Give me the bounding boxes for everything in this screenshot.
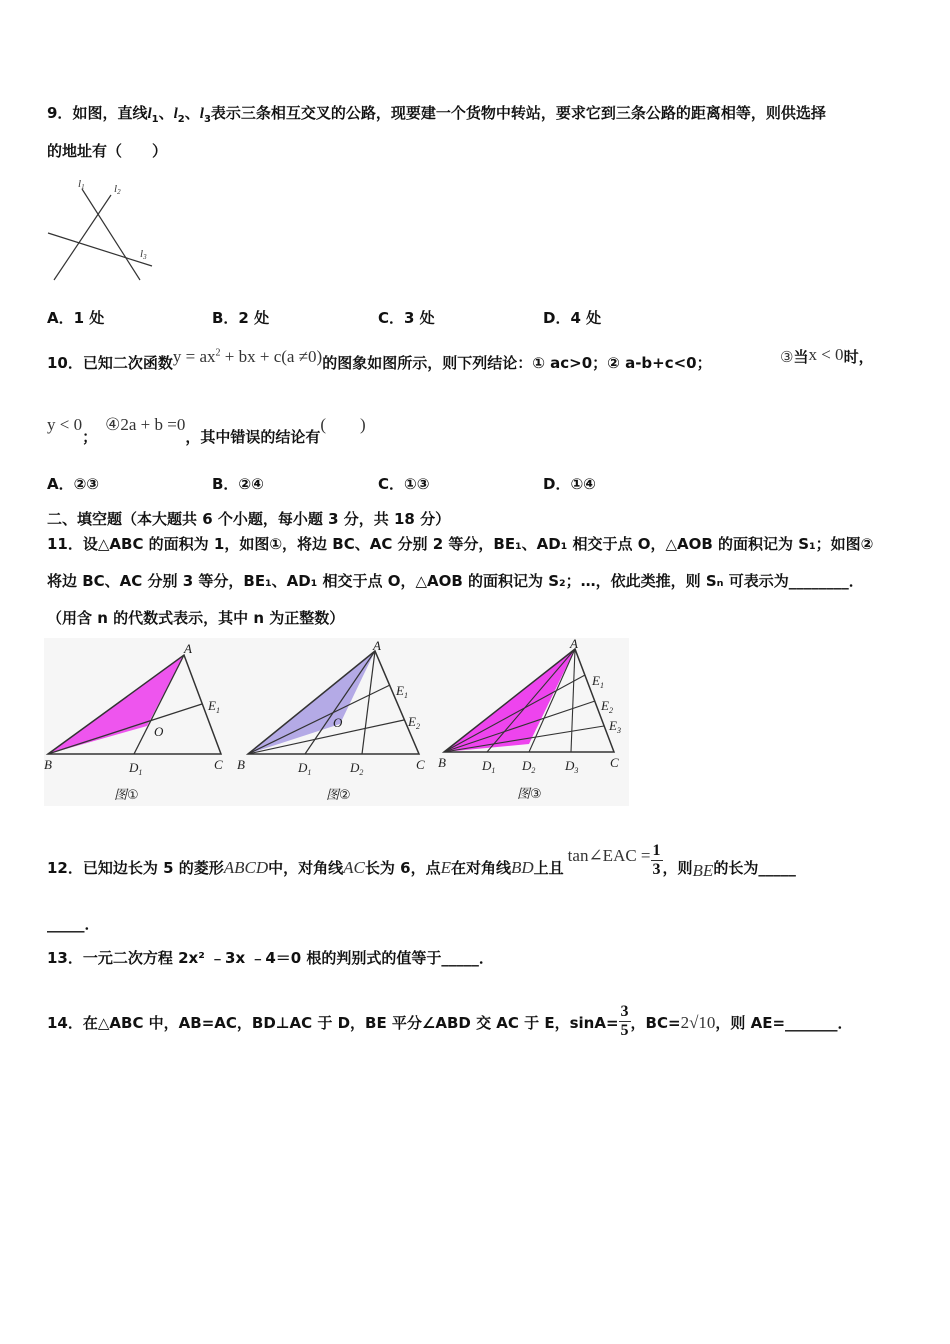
q9-number: 9． bbox=[47, 104, 73, 122]
q11-line1: 11．设△ABC 的面积为 1，如图①，将边 BC、AC 分别 2 等分，BE₁、AD₁ 相交于点 O，△AOB 的面积记为 S₁；如图② bbox=[47, 535, 874, 553]
q10-option-b[interactable]: B．②④ bbox=[212, 475, 264, 493]
label-c-1: C bbox=[214, 757, 223, 772]
label-a-3: A bbox=[570, 638, 578, 651]
label-l3: l3 bbox=[140, 248, 147, 261]
label-e1-1: $E_1$ bbox=[208, 698, 220, 715]
q11-line3: （用含 n 的代数式表示，其中 n 为正整数） bbox=[47, 609, 345, 627]
label-o-2: O bbox=[333, 715, 343, 730]
q10-item4: ④2a + b =0 bbox=[105, 415, 186, 434]
q10-line2: y < 0；④2a + b =0，其中错误的结论有( ) bbox=[47, 415, 366, 446]
q11-line2: 将边 BC、AC 分别 3 等分，BE₁、AD₁ 相交于点 O，△AOB 的面积记为 S₂；…，依此类推，则 Sₙ 可表示为________． bbox=[47, 572, 864, 590]
label-d2-3: $D_2$ bbox=[522, 758, 536, 775]
q13-line: 13．一元二次方程 2x² ﹣3x ﹣4＝0 根的判别式的值等于_____． bbox=[47, 949, 494, 967]
line-l1 bbox=[82, 189, 140, 280]
label-b-3: B bbox=[438, 755, 446, 770]
q10-item3: ③当x < 0时， bbox=[780, 345, 874, 366]
label-l1: l1 bbox=[78, 178, 85, 191]
q9-option-b[interactable]: B．2 处 bbox=[212, 309, 270, 327]
q13-number: 13． bbox=[47, 949, 83, 967]
q14-fraction: $\frac{3}{5}$ bbox=[620, 1003, 629, 1039]
q12-number: 12． bbox=[47, 859, 83, 877]
q12-line1: 12．已知边长为 5 的菱形ABCD中，对角线AC长为 6，点E在对角线BD上且tan∠EAC = $\frac{1}{3}$ ，则BE的长为_____ bbox=[47, 842, 796, 880]
label-d1-3: $D_1$ bbox=[482, 758, 496, 775]
q9-option-a[interactable]: A．1 处 bbox=[47, 309, 105, 327]
label-e3-3: $E_3$ bbox=[609, 718, 621, 735]
q9-option-c[interactable]: C．3 处 bbox=[378, 309, 435, 327]
label-d3-3: $D_3$ bbox=[565, 758, 579, 775]
label-l2: l2 bbox=[114, 183, 121, 196]
q10-option-d[interactable]: D．①④ bbox=[543, 475, 596, 493]
q9-line1: 9．如图，直线$l_1$、$l_2$、$l_3$表示三条相互交叉的公路，现要建一个货物中转站，要求它到三条公路的距离相等，则供选择 bbox=[47, 104, 826, 125]
q12-line2: _____． bbox=[47, 915, 100, 933]
q11-number: 11． bbox=[47, 535, 83, 553]
label-c-3: C bbox=[610, 755, 619, 770]
label-o-1: O bbox=[154, 724, 164, 739]
label-e2-2: $E_2$ bbox=[408, 714, 420, 731]
q11-figures bbox=[44, 638, 629, 806]
caption-2: 图② bbox=[326, 788, 351, 803]
q14-number: 14． bbox=[47, 1014, 83, 1032]
label-e2-3: $E_2$ bbox=[601, 698, 613, 715]
label-a-1: A bbox=[184, 641, 192, 656]
section-2-title: 二、填空题（本大题共 6 个小题，每小题 3 分，共 18 分） bbox=[47, 510, 451, 528]
q10-number: 10． bbox=[47, 354, 83, 372]
label-d1-2: $D_1$ bbox=[298, 760, 312, 777]
q14-bc-value: 2√10 bbox=[680, 1013, 716, 1032]
label-e1-3: $E_1$ bbox=[592, 673, 604, 690]
label-c-2: C bbox=[416, 757, 425, 772]
q10-formula: $y = ax^2$ + bx + c(a ≠0) bbox=[172, 347, 323, 366]
q9-option-d[interactable]: D．4 处 bbox=[543, 309, 602, 327]
label-e1-2: $E_1$ bbox=[396, 683, 408, 700]
label-b-2: B bbox=[237, 757, 245, 772]
q9-figure bbox=[44, 174, 159, 289]
q10-option-c[interactable]: C．①③ bbox=[378, 475, 430, 493]
q12-tan: tan∠EAC = bbox=[567, 846, 651, 865]
label-d1-1: $D_1$ bbox=[129, 760, 143, 777]
q12-fraction: $\frac{1}{3}$ bbox=[652, 842, 661, 878]
label-d2-2: $D_2$ bbox=[350, 760, 364, 777]
q10-paren: ( ) bbox=[320, 415, 366, 434]
label-a-2: A bbox=[373, 638, 381, 653]
caption-1: 图① bbox=[114, 788, 139, 803]
label-b-1: B bbox=[44, 757, 52, 772]
caption-3: 图③ bbox=[517, 787, 542, 802]
q9-line2: 的地址有（ ） bbox=[47, 142, 168, 160]
q10-line1: 10．已知二次函数$y = ax^2$ + bx + c(a ≠0)的图象如图所示，则下列结论：① ac>0；② a-b+c<0； bbox=[47, 347, 712, 372]
q10-option-a[interactable]: A．②③ bbox=[47, 475, 100, 493]
line-l3 bbox=[48, 233, 152, 266]
q14-line: 14．在△ABC 中，AB=AC，BD⊥AC 于 D，BE 平分∠ABD 交 AC 于 E，sinA= $\frac{3}{5}$ ，BC=2√10，则 AE=_______． bbox=[47, 1003, 853, 1039]
